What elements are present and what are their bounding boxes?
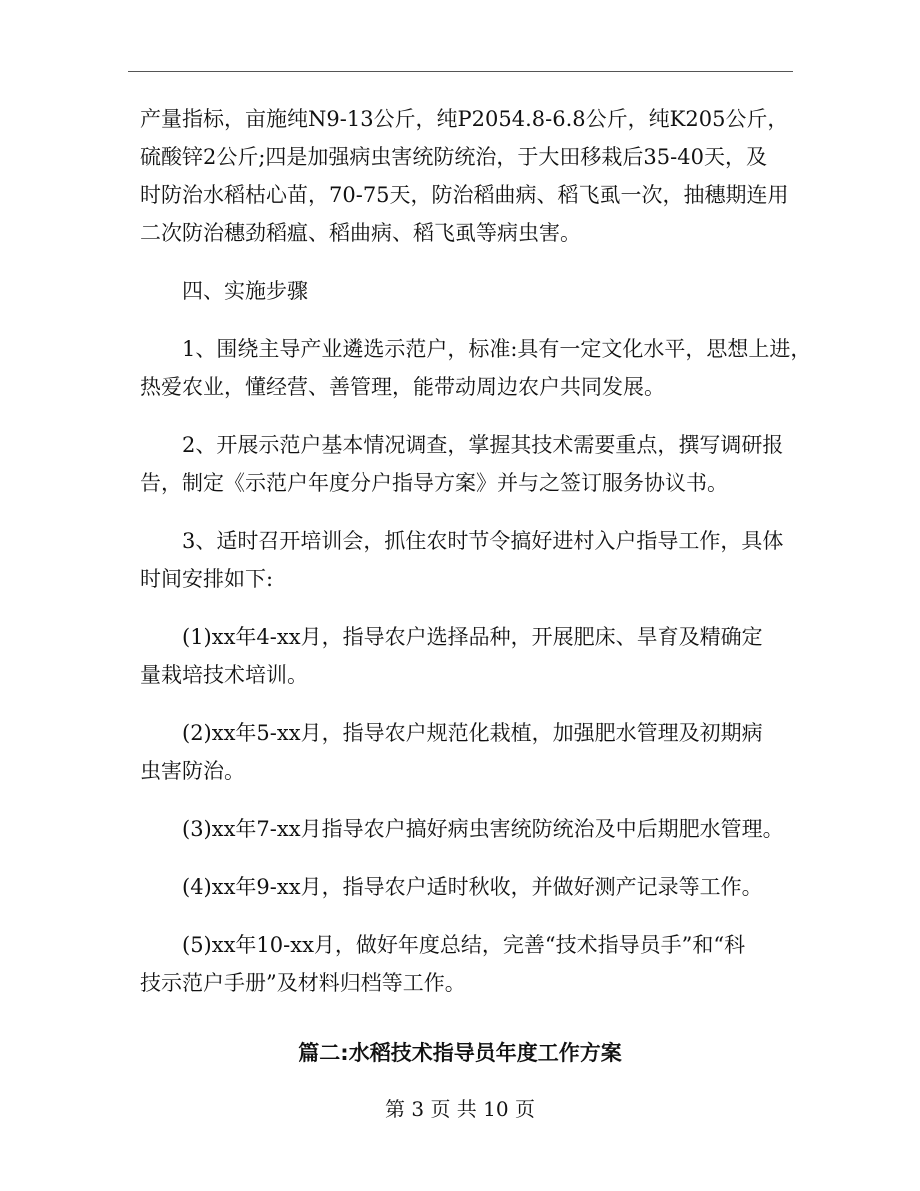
text-line: 四、实施步骤 bbox=[182, 279, 308, 303]
spacer bbox=[140, 906, 800, 926]
spacer bbox=[140, 790, 800, 810]
spacer bbox=[140, 502, 800, 522]
spacer bbox=[140, 310, 800, 330]
paragraph-step-3 bbox=[140, 522, 800, 598]
header-rule bbox=[128, 71, 793, 72]
text-line: 告，制定《示范户年度分户指导方案》并与之签订服务协议书。 bbox=[140, 471, 728, 495]
paragraph-schedule-1 bbox=[140, 618, 800, 694]
text-line: 2、开展示范户基本情况调查，掌握其技术需要重点，撰写调研报 bbox=[182, 433, 784, 457]
spacer bbox=[140, 406, 800, 426]
text-line: 1、围绕主导产业遴选示范户，标准:具有一定文化水平，思想上进， bbox=[182, 337, 812, 361]
text-line: 二次防治穗劲稻瘟、稻曲病、稻飞虱等病虫害。 bbox=[140, 221, 581, 245]
text-line: 3、适时召开培训会，抓住农时节令搞好进村入户指导工作，具体 bbox=[182, 529, 784, 553]
section-title: 篇二:水稻技术指导员年度工作方案 bbox=[298, 1041, 622, 1065]
paragraph-fertilizer-pest bbox=[140, 100, 800, 252]
text-line: 技示范户手册”及材料归档等工作。 bbox=[140, 971, 466, 995]
text-line: 热爱农业，懂经营、善管理，能带动周边农户共同发展。 bbox=[140, 375, 665, 399]
paragraph-schedule-3 bbox=[140, 810, 800, 848]
paragraph-step-2 bbox=[140, 426, 800, 502]
text-line: 时防治水稻枯心苗，70-75天，防治稻曲病、稻飞虱一次，抽穗期连用 bbox=[140, 183, 789, 207]
text-line: 虫害防治。 bbox=[140, 759, 245, 783]
text-line: 量栽培技术培训。 bbox=[140, 663, 308, 687]
body-text bbox=[140, 100, 812, 1002]
spacer bbox=[140, 694, 800, 714]
text-line: (2)xx年5-xx月，指导农户规范化栽植，加强肥水管理及初期病 bbox=[182, 721, 763, 745]
text-line: 产量指标，亩施纯N9-13公斤，纯P2054.8-6.8公斤，纯K205公斤， bbox=[140, 107, 789, 131]
paragraph-step-1 bbox=[140, 330, 812, 406]
paragraph-schedule-5 bbox=[140, 926, 800, 1002]
text-line: 硫酸锌2公斤;四是加强病虫害统防统治，于大田移栽后35-40天，及 bbox=[140, 145, 767, 169]
text-line: (1)xx年4-xx月，指导农户选择品种，开展肥床、旱育及精确定 bbox=[182, 625, 763, 649]
spacer bbox=[140, 252, 800, 272]
paragraph-schedule-2 bbox=[140, 714, 800, 790]
paragraph-schedule-4 bbox=[140, 868, 800, 906]
heading-implementation-steps bbox=[140, 272, 800, 310]
spacer bbox=[140, 848, 800, 868]
text-line: (5)xx年10-xx月，做好年度总结，完善“技术指导员手”和“科 bbox=[182, 933, 746, 957]
text-line: 时间安排如下: bbox=[140, 567, 274, 591]
text-line: (3)xx年7-xx月指导农户搞好病虫害统防统治及中后期肥水管理。 bbox=[182, 817, 784, 841]
spacer bbox=[140, 598, 800, 618]
page-number: 第 3 页 共 10 页 bbox=[385, 1097, 535, 1121]
text-line: (4)xx年9-xx月，指导农户适时秋收，并做好测产记录等工作。 bbox=[182, 875, 763, 899]
